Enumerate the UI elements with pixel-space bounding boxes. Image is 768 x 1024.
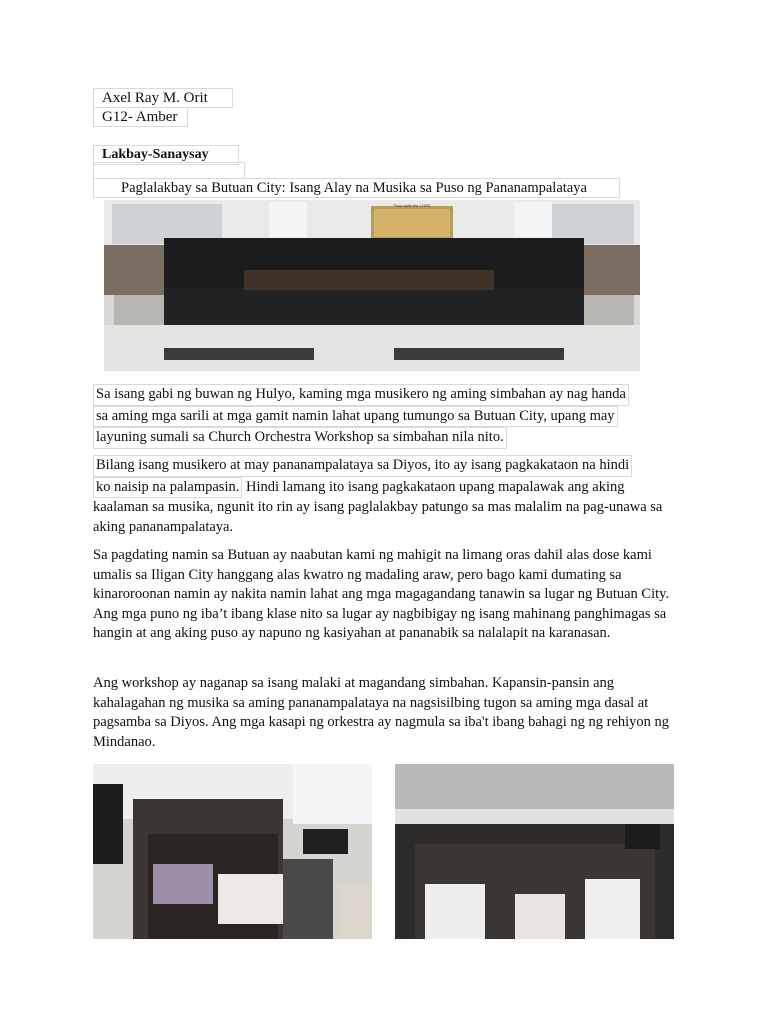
empty-text-box — [93, 162, 245, 179]
paragraph-2-line-2: ko naisip na palampasin. — [93, 477, 242, 499]
banner-text: Thou saith the LORD — [393, 203, 431, 208]
paragraph-2 — [93, 455, 683, 537]
paragraph-2-rest: Hindi lamang ito isang pagkakataon upang mapalawak ang aking kaalaman sa musika, ngunit ito rin ay isang paglalakbay patungo sa mas malalim na pag-unawa sa aking pananampalataya. — [93, 478, 663, 535]
paragraph-1-line-1: Sa isang gabi ng buwan ng Hulyo, kaming mga musikero ng aming simbahan ay nag handa — [93, 384, 629, 406]
paragraph-1-line-2: sa aming mga sarili at mga gamit namin lahat upang tumungo sa Butuan City, upang may — [93, 406, 618, 428]
group-photo-left — [93, 764, 372, 939]
group-photo-right — [395, 764, 674, 939]
paragraph-1-line-3: layuning sumali sa Church Orchestra Workshop sa simbahan nila nito. — [93, 427, 507, 449]
paragraph-2-line-1: Bilang isang musikero at may pananampalataya sa Diyos, ito ay isang pagkakataon na hindi — [93, 455, 632, 477]
paragraph-1 — [93, 384, 683, 449]
section-name: G12- Amber — [93, 107, 188, 127]
document-heading: Lakbay-Sanaysay — [93, 145, 239, 165]
essay-title: Paglalakbay sa Butuan City: Isang Alay na Musika sa Puso ng Pananampalataya — [93, 178, 620, 198]
paragraph-3: Sa pagdating namin sa Butuan ay naabutan kami ng mahigit na limang oras dahil alas dose kami umalis sa Iligan City hanggang alas kwatro ng madaling araw, pero bago kami dumating sa kinaroroonan namin ay nakita namin lahat ang mga magagandang tanawin sa lugar ng Butuan City. Ang mga puno ng iba’t ibang klase nito sa lugar ay nagbibigay ng isang mahinang panghimagas sa hangin at ang aking puso ay napuno ng kasiyahan at pananabik sa nalalapit na karanasan. — [93, 547, 670, 642]
author-name: Axel Ray M. Orit — [93, 88, 233, 108]
paragraph-4: Ang workshop ay naganap sa isang malaki at magandang simbahan. Kapansin-pansin ang kahalagahan ng musika sa aming pananampalataya na nagsisilbing tugon sa aming mga dasal at pagsamba sa Diyos. Ang mga kasapi ng orkestra ay nagmula sa iba't ibang bahagi ng ng rehiyon ng Mindanao. — [93, 675, 670, 750]
orchestra-group-photo — [104, 200, 640, 371]
